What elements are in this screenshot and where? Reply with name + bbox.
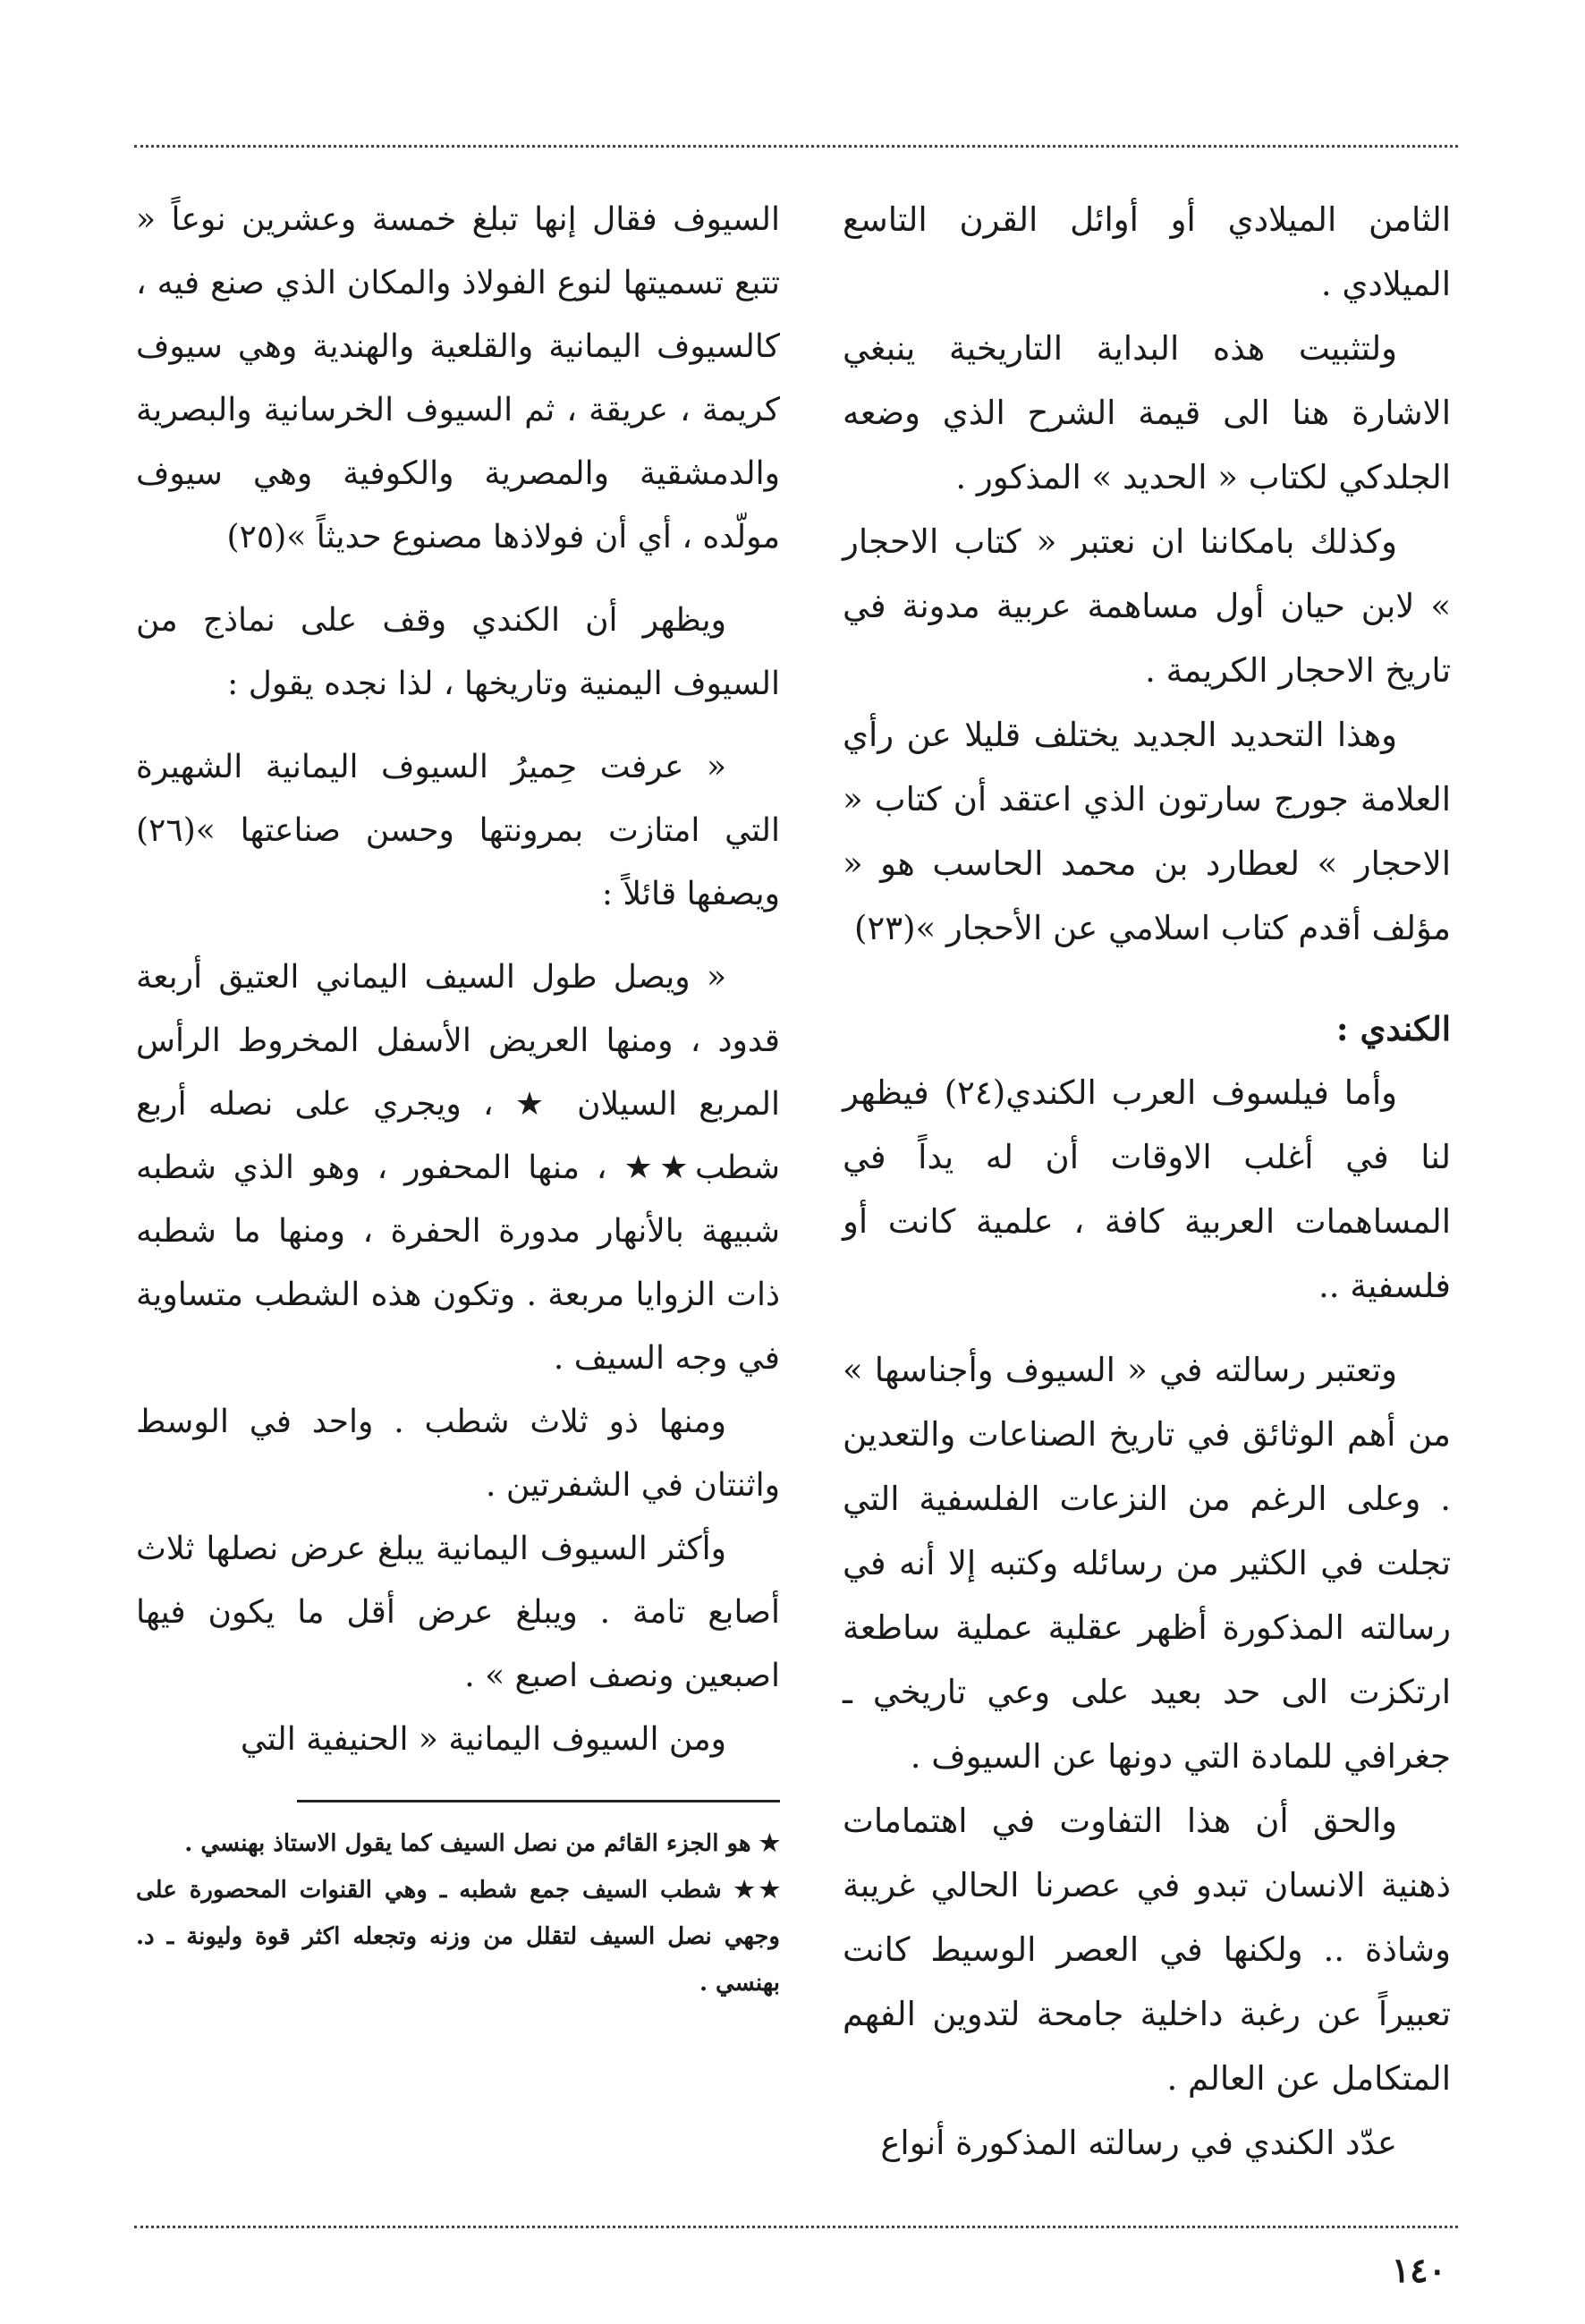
paragraph: « عرفت حِميرُ السيوف اليمانية الشهيرة التي امتازت بمرونتها وحسن صناعتها »(٢٦) ويصفها قائلاً :: [136, 749, 780, 912]
footnote: ★ هو الجزء القائم من نصل السيف كما يقول الاستاذ بهنسي .: [184, 1830, 780, 1857]
left-text-column: [136, 188, 780, 1771]
footnote: ★★ شطب السيف جمع شطبه ـ وهي القنوات المحصورة على وجهي نصل السيف لتقلل من وزنه وتجعله اكثر قوة وليونة ـ د. بهنسي .: [136, 1877, 780, 1997]
paragraph: ولتثبيت هذه البداية التاريخية ينبغي الاشارة هنا الى قيمة الشرح الذي وضعه الجلدكي لكتاب « الحديد » المذكور .: [843, 329, 1451, 496]
footnotes: [136, 1820, 780, 2006]
paragraph: والحق أن هذا التفاوت في اهتمامات ذهنية الانسان تبدو في عصرنا الحالي غريبة وشاذة .. ولكنها في العصر الوسيط كانت تعبيراً عن رغبة داخلية جامحة لتدوين الفهم المتكامل عن العالم .: [843, 1802, 1451, 2098]
footnote-separator: [297, 1800, 780, 1802]
paragraph: وكذلك بامكاننا ان نعتبر « كتاب الاحجار » لابن حيان أول مساهمة عربية مدونة في تاريخ الاحجار الكريمة .: [843, 522, 1451, 690]
page-number: ١٤٠: [1391, 2250, 1446, 2290]
paragraph: ومن السيوف اليمانية « الحنيفية التي: [240, 1721, 726, 1758]
paragraph: وهذا التحديد الجديد يختلف قليلا عن رأي العلامة جورج سارتون الذي اعتقد أن كتاب « الاحجار » لعطارد بن محمد الحاسب هو « مؤلف أقدم كتاب اسلامي عن الأحجار »(٢٣): [843, 716, 1451, 947]
paragraph: عدّد الكندي في رسالته المذكورة أنواع: [880, 2124, 1397, 2162]
paragraph: وتعتبر رسالته في « السيوف وأجناسها » من أهم الوثائق في تاريخ الصناعات والتعدين . وعلى الرغم من النزعات الفلسفية التي تجلت في الكثير من رسائله وكتبه إلا أنه في رسالته المذكورة أظهر عقلية عملية ساطعة ارتكزت الى حد بعيد على وعي تاريخي ـ جغرافي للمادة التي دونها عن السيوف .: [843, 1351, 1451, 1776]
section-heading: الكندي :: [1335, 1009, 1451, 1048]
paragraph: وأما فيلسوف العرب الكندي(٢٤) فيظهر لنا في أغلب الاوقات أن له يداً في المساهمات العربية كافة ، علمية كانت أو فلسفية ..: [843, 1073, 1451, 1305]
right-text-column: [843, 188, 1451, 2176]
paragraph: ويظهر أن الكندي وقف على نماذج من السيوف اليمنية وتاريخها ، لذا نجده يقول :: [136, 602, 780, 702]
paragraph: السيوف فقال إنها تبلغ خمسة وعشرين نوعاً « تتبع تسميتها لنوع الفولاذ والمكان الذي صنع فيه ، كالسيوف اليمانية والقلعية والهندية وهي سيوف كريمة ، عريقة ، ثم السيوف الخرسانية والبصرية والدمشقية والمصرية والكوفية وهي سيوف مولّده ، أي أن فولاذها مصنوع حديثاً »(٢٥): [136, 201, 780, 556]
paragraph: الثامن الميلادي أو أوائل القرن التاسع الميلادي .: [843, 200, 1451, 303]
top-dotted-rule: [134, 145, 1458, 148]
paragraph: « ويصل طول السيف اليماني العتيق أربعة قدود ، ومنها العريض الأسفل المخروط الرأس المربع السيلان ★ ، ويجري على نصله أربع شطب★★ ، منها المحفور ، وهو الذي شطبه شبيهة بالأنهار مدورة الحفرة ، ومنها ما شطبه ذات الزوايا مربعة . وتكون هذه الشطب متساوية في وجه السيف .: [136, 959, 780, 1377]
bottom-dotted-rule: [134, 2226, 1458, 2228]
paragraph: وأكثر السيوف اليمانية يبلغ عرض نصلها ثلاث أصابع تامة . ويبلغ عرض أقل ما يكون فيها اصبعين ونصف اصبع » .: [136, 1531, 780, 1694]
paragraph: ومنها ذو ثلاث شطب . واحد في الوسط واثنتان في الشفرتين .: [136, 1404, 780, 1504]
